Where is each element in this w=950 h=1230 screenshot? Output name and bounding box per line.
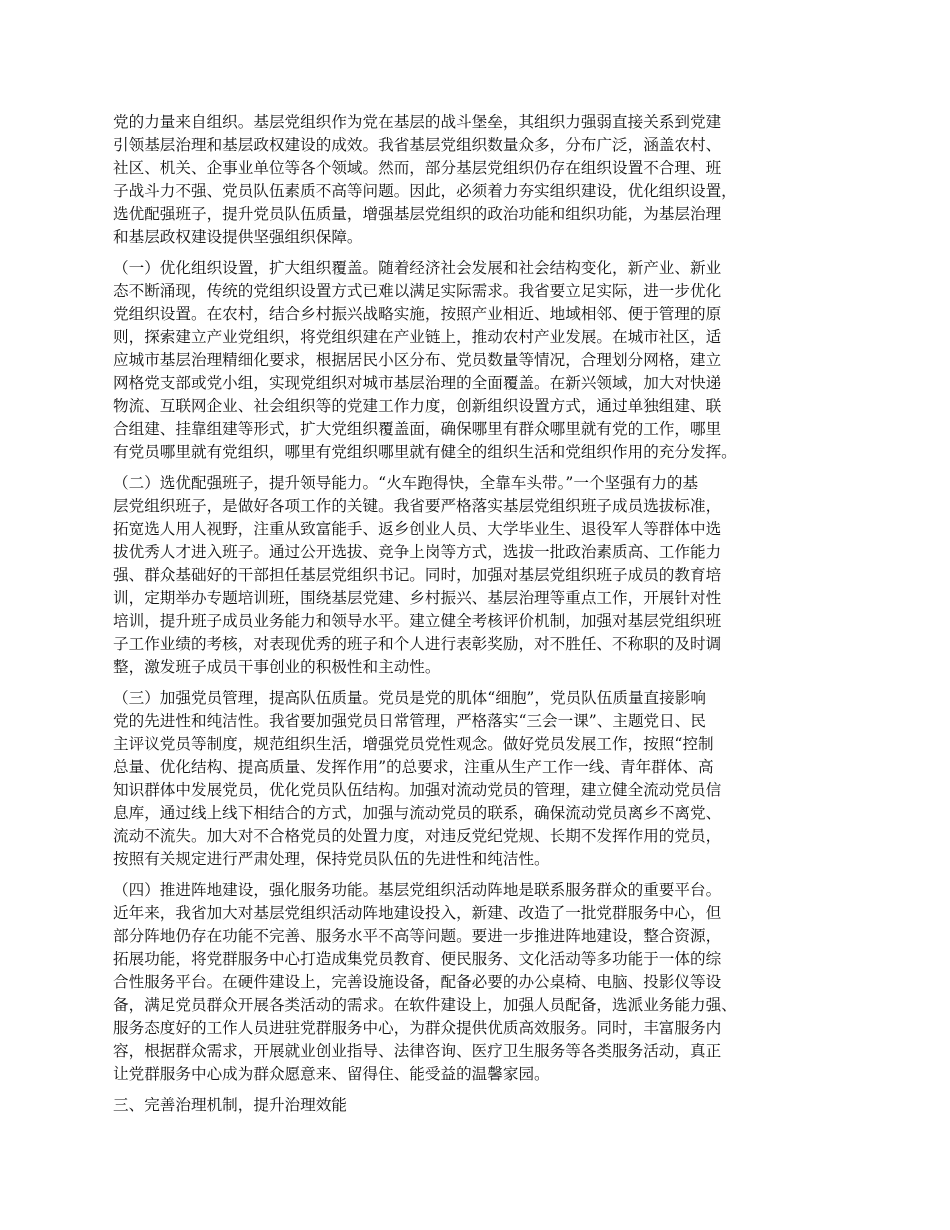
text-line: 拔优秀人才进入班子。通过公开选拔、竞争上岗等方式，选拔一批政治素质高、工作能力 bbox=[113, 543, 722, 561]
paragraph bbox=[113, 257, 853, 464]
text-line: （四）推进阵地建设，强化服务功能。基层党组织活动阵地是联系服务群众的重要平台。 bbox=[113, 881, 722, 899]
text-line: 服务态度好的工作人员进驻党群服务中心，为群众提供优质高效服务。同时，丰富服务内 bbox=[113, 1019, 722, 1037]
text-line: 部分阵地仍存在功能不完善、服务水平不高等问题。要进一步推进阵地建设，整合资源， bbox=[113, 927, 722, 945]
text-line: 引领基层治理和基层政权建设的成效。我省基层党组织数量众多，分布广泛，涵盖农村、 bbox=[113, 136, 722, 154]
text-line: 子工作业绩的考核，对表现优秀的班子和个人进行表彰奖励，对不胜任、不称职的及时调 bbox=[113, 635, 722, 653]
text-line: 层党组织班子，是做好各项工作的关键。我省要严格落实基层党组织班子成员选拔标准， bbox=[113, 497, 722, 515]
text-line: 态不断涌现，传统的党组织设置方式已难以满足实际需求。我省要立足实际，进一步优化 bbox=[113, 282, 722, 300]
text-line: （三）加强党员管理，提高队伍质量。党员是党的肌体“细胞”，党员队伍质量直接影响 bbox=[113, 689, 706, 707]
text-line: 训，定期举办专题培训班，围绕基层党建、乡村振兴、基层治理等重点工作，开展针对性 bbox=[113, 589, 722, 607]
text-line: 网格党支部或党小组，实现党组织对城市基层治理的全面覆盖。在新兴领域，加大对快递 bbox=[113, 374, 722, 392]
text-line: 社区、机关、企事业单位等各个领域。然而，部分基层党组织仍存在组织设置不合理、班 bbox=[113, 159, 722, 177]
text-line: 流动不流失。加大对不合格党员的处置力度，对违反党纪党规、长期不发挥作用的党员， bbox=[113, 827, 722, 845]
text-line: 息库，通过线上线下相结合的方式，加强与流动党员的联系，确保流动党员离乡不离党、 bbox=[113, 804, 722, 822]
text-line: 党组织设置。在农村，结合乡村振兴战略实施，按照产业相近、地域相邻、便于管理的原 bbox=[113, 305, 722, 323]
text-line: 物流、互联网企业、社会组织等的党建工作力度，创新组织设置方式，通过单独组建、联 bbox=[113, 397, 722, 415]
text-line: 拓展功能，将党群服务中心打造成集党员教育、便民服务、文化活动等多功能于一体的综 bbox=[113, 950, 722, 968]
text-line: 选优配强班子，提升党员队伍质量，增强基层党组织的政治功能和组织功能，为基层治理 bbox=[113, 205, 722, 223]
text-line: 子战斗力不强、党员队伍素质不高等问题。因此，必须着力夯实组织建设，优化组织设置， bbox=[113, 182, 737, 200]
paragraph bbox=[113, 879, 853, 1086]
text-line: 和基层政权建设提供坚强组织保障。 bbox=[113, 228, 363, 246]
text-line: 党的力量来自组织。基层党组织作为党在基层的战斗堡垒，其组织力强弱直接关系到党建 bbox=[113, 113, 722, 131]
text-line: 容，根据群众需求，开展就业创业指导、法律咨询、医疗卫生服务等各类服务活动，真正 bbox=[113, 1042, 722, 1060]
text-line: 有党员哪里就有党组织，哪里有党组织哪里就有健全的组织生活和党组织作用的充分发挥。 bbox=[113, 443, 737, 461]
document-body bbox=[113, 111, 853, 1117]
text-line: 则，探索建立产业党组织，将党组织建在产业链上，推动农村产业发展。在城市社区，适 bbox=[113, 328, 722, 346]
text-line: （二）选优配强班子，提升领导能力。“火车跑得快，全靠车头带。”一个坚强有力的基 bbox=[113, 474, 699, 492]
text-line: 培训，提升班子成员业务能力和领导水平。建立健全考核评价机制，加强对基层党组织班 bbox=[113, 612, 722, 630]
text-line: 主评议党员等制度，规范组织生活，增强党员党性观念。做好党员发展工作，按照“控制 bbox=[113, 735, 714, 753]
text-line: 知识群体中发展党员，优化党员队伍结构。加强对流动党员的管理，建立健全流动党员信 bbox=[113, 781, 722, 799]
paragraph bbox=[113, 687, 853, 871]
text-line: 合组建、挂靠组建等形式，扩大党组织覆盖面，确保哪里有群众哪里就有党的工作，哪里 bbox=[113, 420, 722, 438]
text-line: 总量、优化结构、提高质量、发挥作用”的总要求，注重从生产工作一线、青年群体、高 bbox=[113, 758, 714, 776]
text-line: 近年来，我省加大对基层党组织活动阵地建设投入，新建、改造了一批党群服务中心，但 bbox=[113, 904, 722, 922]
text-line: 备，满足党员群众开展各类活动的需求。在软件建设上，加强人员配备，选派业务能力强、 bbox=[113, 996, 737, 1014]
text-line: 整，激发班子成员干事创业的积极性和主动性。 bbox=[113, 658, 441, 676]
text-line: 强、群众基础好的干部担任基层党组织书记。同时，加强对基层党组织班子成员的教育培 bbox=[113, 566, 722, 584]
text-line: 党的先进性和纯洁性。我省要加强党员日常管理，严格落实“三会一课”、主题党日、民 bbox=[113, 712, 706, 730]
text-line: 让党群服务中心成为群众愿意来、留得住、能受益的温馨家园。 bbox=[113, 1065, 550, 1083]
text-line: 按照有关规定进行严肃处理，保持党员队伍的先进性和纯洁性。 bbox=[113, 850, 550, 868]
text-line: 应城市基层治理精细化要求，根据居民小区分布、党员数量等情况，合理划分网格，建立 bbox=[113, 351, 722, 369]
paragraph bbox=[113, 472, 853, 679]
text-line: 合性服务平台。在硬件建设上，完善设施设备，配备必要的办公桌椅、电脑、投影仪等设 bbox=[113, 973, 722, 991]
section-heading: 三、完善治理机制，提升治理效能 bbox=[113, 1096, 347, 1114]
text-line: （一）优化组织设置，扩大组织覆盖。随着经济社会发展和社会结构变化，新产业、新业 bbox=[113, 259, 722, 277]
paragraph bbox=[113, 111, 853, 249]
text-line: 拓宽选人用人视野，注重从致富能手、返乡创业人员、大学毕业生、退役军人等群体中选 bbox=[113, 520, 722, 538]
